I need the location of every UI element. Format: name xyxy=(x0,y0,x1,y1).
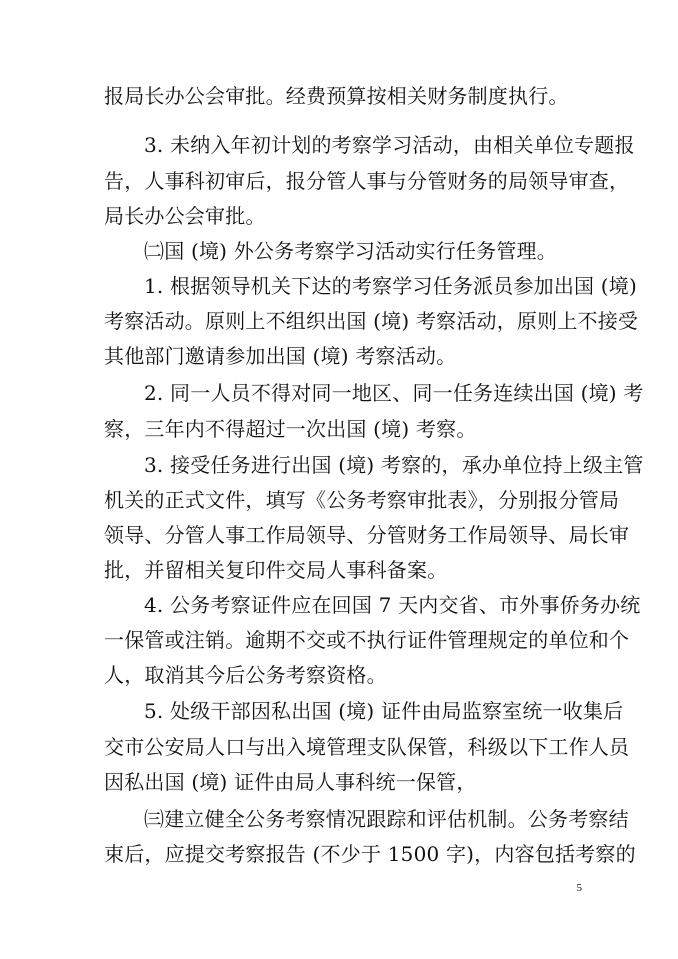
text-line-1: 报局长办公会审批。经费预算按相关财务制度执行。 xyxy=(104,84,569,108)
text-line-13: 领导、分管人事工作局领导、分管财务工作局领导、局长审 xyxy=(104,523,630,547)
text-line-6: 1. 根据领导机关下达的考察学习任务派员参加出国 (境) xyxy=(144,274,638,298)
text-line-12: 机关的正式文件，填写《公务考察审批表》，分别报分管局 xyxy=(104,488,620,512)
text-line-7: 考察活动。原则上不组织出国 (境) 考察活动，原则上不接受 xyxy=(104,309,639,333)
text-line-9: 2. 同一人员不得对同一地区、同一任务连续出国 (境) 考 xyxy=(144,381,644,405)
text-line-3: 告，人事科初审后，报分管人事与分管财务的局领导审查， xyxy=(104,169,630,193)
text-line-10: 察，三年内不得超过一次出国 (境) 考察。 xyxy=(104,417,477,441)
text-line-17: 人，取消其今后公务考察资格。 xyxy=(104,663,387,687)
text-line-11: 3. 接受任务进行出国 (境) 考察的，承办单位持上级主管 xyxy=(144,453,644,477)
text-line-2: 3. 未纳入年初计划的考察学习活动，由相关单位专题报 xyxy=(144,133,635,157)
text-line-14: 批，并留相关复印件交局人事科备案。 xyxy=(104,558,448,582)
section-heading-3: ㈢建立健全公务考察情况跟踪和评估机制。公务考察结 xyxy=(144,807,629,831)
text-line-4: 局长办公会审批。 xyxy=(104,204,266,228)
text-line-22: 束后，应提交考察报告 (不少于 1500 字)，内容包括考察的 xyxy=(104,842,636,866)
text-line-16: 一保管或注销。逾期不交或不执行证件管理规定的单位和个 xyxy=(104,628,630,652)
page-number: 5 xyxy=(576,882,582,894)
text-line-15: 4. 公务考察证件应在回国 7 天内交省、市外事侨务办统 xyxy=(144,593,641,617)
text-line-8: 其他部门邀请参加出国 (境) 考察活动。 xyxy=(104,344,457,368)
text-line-19: 交市公安局人口与出入境管理支队保管，科级以下工作人员 xyxy=(104,735,630,759)
text-line-20: 因私出国 (境) 证件由局人事科统一保管， xyxy=(104,770,477,794)
text-line-18: 5. 处级干部因私出国 (境) 证件由局监察室统一收集后 xyxy=(144,699,624,723)
section-heading-2: ㈡国 (境) 外公务考察学习活动实行任务管理。 xyxy=(144,239,557,263)
